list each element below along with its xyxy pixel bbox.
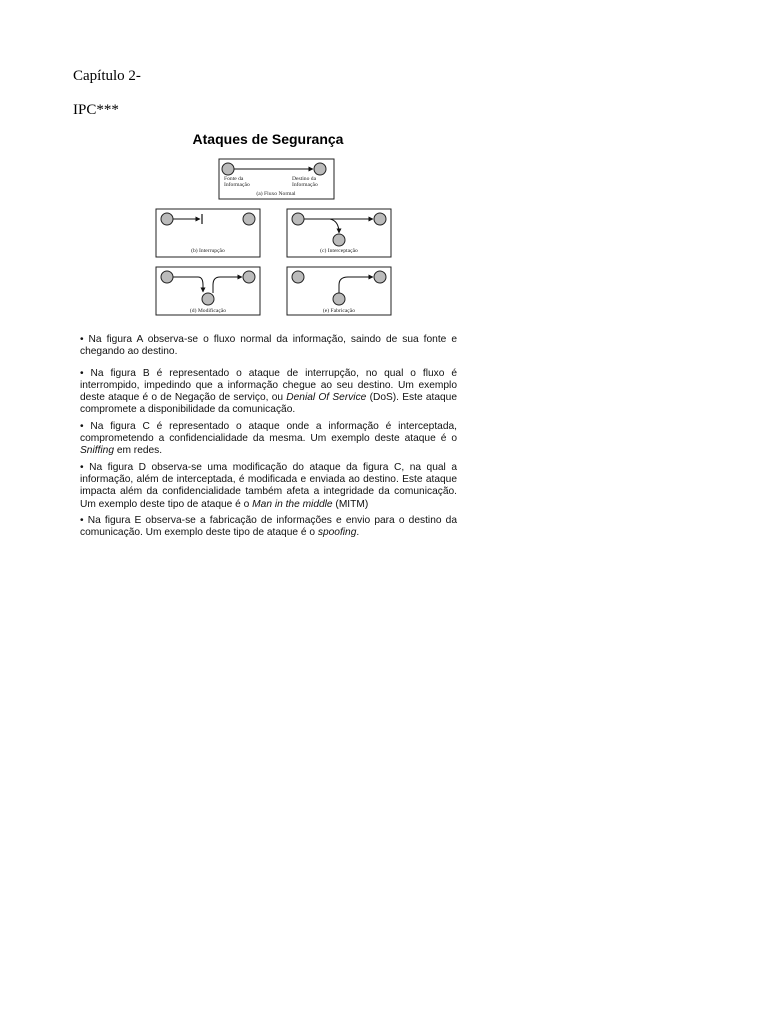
dest-label-2: Informação	[292, 182, 318, 188]
paragraph-figure-e: • Na figura E observa-se a fabricação de informações e envio para o destino da comunicação. Um exemplo deste tipo de ataque é o spoofing.	[80, 514, 457, 539]
dest-label-1: Destino da	[292, 176, 317, 182]
attack-descriptions	[80, 334, 457, 543]
paragraph-figure-c: • Na figura C é representado o ataque onde a informação é interceptada, comprometendo a confidencialidade da mesma. Um exemplo deste ataque é o Sniffing em redes.	[80, 420, 457, 457]
section-subtitle: IPC***	[73, 102, 119, 118]
source-node	[222, 163, 234, 175]
destination-node	[314, 163, 326, 175]
panel-b-caption: (b) Interrupção	[191, 248, 225, 254]
panel-d-modification	[156, 267, 260, 315]
chapter-heading: Capítulo 2-	[73, 68, 141, 84]
panel-b-interruption	[156, 209, 260, 257]
panel-c-caption: (c) Interceptação	[320, 248, 358, 254]
source-label-2: Informação	[224, 182, 250, 188]
panel-d-caption: (d) Modificação	[189, 308, 227, 314]
figure-title: Ataques de Segurança	[192, 131, 344, 147]
panel-e-caption: (e) Fabricação	[322, 308, 356, 314]
paragraph-figure-b: • Na figura B é representado o ataque de interrupção, no qual o fluxo é interrompido, impedindo que a informação chegue ao seu destino. Um exemplo deste ataque é o de Negação de serviço, ou Denial Of Service (DoS). Este ataque compromete a disponibilidade da comunicação.	[80, 367, 457, 416]
panel-e-fabrication	[287, 267, 391, 315]
paragraph-figure-d: • Na figura D observa-se uma modificação do ataque da figura C, na qual a informação, além de interceptada, é modificada e enviada ao destino. Este ataque impacta além da confidencialidade também afeta a integridade da comunicação. Um exemplo deste tipo de ataque é o Man in the middle (MITM)	[80, 461, 457, 510]
attacks-diagram	[148, 127, 398, 322]
source-label-1: Fonte da	[224, 176, 244, 182]
attacks-figure	[148, 127, 398, 322]
panel-c-interception	[287, 209, 391, 257]
panel-a-normal-flow	[219, 159, 334, 199]
panel-a-caption: (a) Fluxo Normal	[256, 191, 296, 197]
paragraph-figure-a: • Na figura A observa-se o fluxo normal da informação, saindo de sua fonte e chegando ao destino.	[80, 334, 457, 358]
